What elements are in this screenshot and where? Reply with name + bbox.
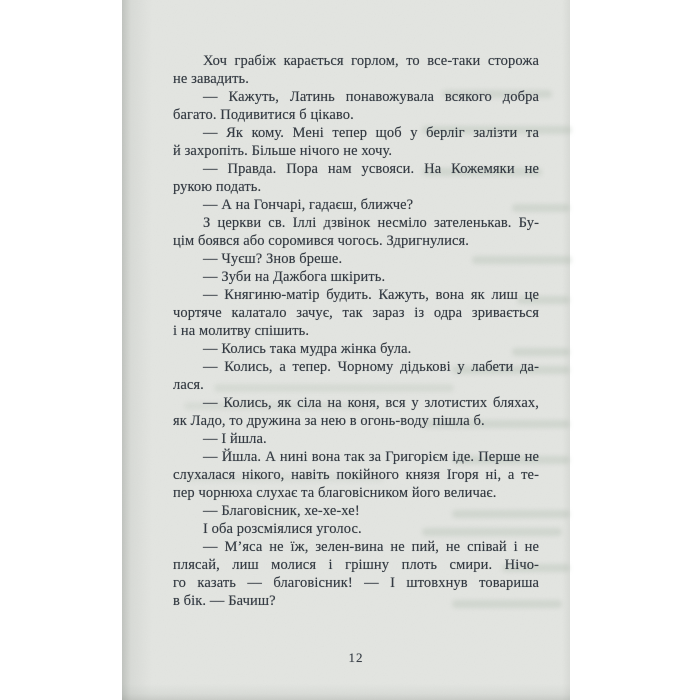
text-line: як Ладо, то дружина за нею в огонь-воду пішла б. xyxy=(173,413,485,429)
text-line: — І йшла. xyxy=(203,431,267,447)
text-line: в бік. — Бачиш? xyxy=(173,593,276,609)
text-line: — Колись, як сіла на коня, вся у злотистих бляхах, xyxy=(203,395,539,411)
text-line: — Княгиню-матір будить. Кажуть, вона як лиш це xyxy=(203,287,539,303)
text-line: — Йшла. А нині вона так за Григорієм іде. Перше не xyxy=(203,449,539,465)
text-line: і на молитву спішить. xyxy=(173,323,310,339)
text-line: З церкви св. Іллі дзвінок несміло зателенькав. Бу- xyxy=(203,215,539,231)
text-line: не завадить. xyxy=(173,71,249,87)
text-line: го казать — благовісник! — І штовхнув товариша xyxy=(173,575,539,591)
text-line: плясай, лиш молися і грішну плоть смири. Нічо- xyxy=(173,557,539,573)
text-line: — Благовісник, хе-хе-хе! xyxy=(203,503,360,519)
text-line: пер чорнюха слухає та благовісником його величає. xyxy=(173,485,497,501)
text-block xyxy=(173,52,539,610)
text-line: й захропіть. Більше нічого не хочу. xyxy=(173,143,393,159)
text-line: слухалася нікого, навіть покійного князя Ігоря ні, а те- xyxy=(173,467,539,483)
text-line: багато. Подивитися б цікаво. xyxy=(173,107,354,123)
text-line: лася. xyxy=(173,377,204,393)
text-line: — Колись, а тепер. Чорному дідькові у лабети да- xyxy=(203,359,539,375)
text-line: — М’яса не їж, зелен-вина не пий, не співай і не xyxy=(203,539,539,555)
book-page xyxy=(122,0,570,700)
text-line: — Колись така мудра жінка була. xyxy=(203,341,412,357)
text-line: — А на Гончарі, гадаєш, ближче? xyxy=(203,197,414,213)
text-line: Хоч грабіж карається горлом, то все-таки сторожа xyxy=(203,53,539,69)
page-number: 12 xyxy=(348,650,364,665)
text-line: рукою подать. xyxy=(173,179,262,195)
text-line: І оба розсміялися уголос. xyxy=(203,521,362,537)
text-line: чортяче калатало зачує, так зараз із одра зривається xyxy=(173,305,539,321)
text-line: — Правда. Пора нам усвояси. На Кожемяки не xyxy=(203,161,539,177)
text-line: — Кажуть, Латинь понавожувала всякого добра xyxy=(203,89,539,105)
text-line: — Чуєш? Знов бреше. xyxy=(203,251,343,267)
text-line: — Зуби на Дажбога шкірить. xyxy=(203,269,386,285)
text-line: — Як кому. Мені тепер щоб у берліг залізти та xyxy=(203,125,539,141)
text-line: цім боявся або соромився чогось. Здригнулися. xyxy=(173,233,470,249)
